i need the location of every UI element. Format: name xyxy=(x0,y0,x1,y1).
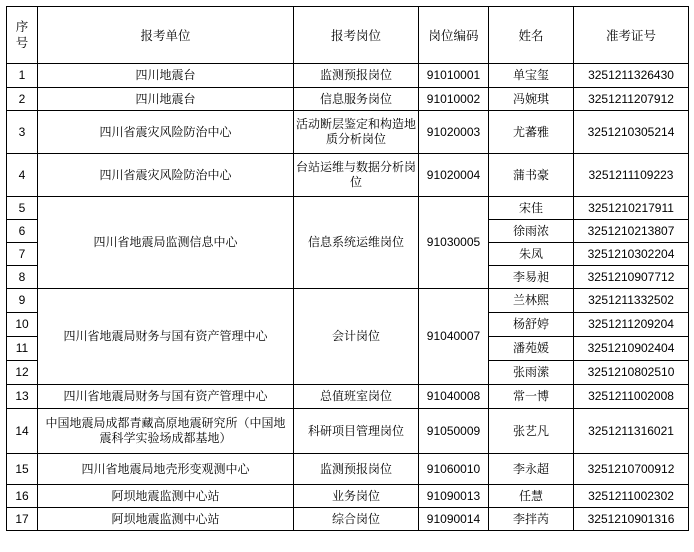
cell-seq: 1 xyxy=(7,64,38,88)
cell-name: 常一博 xyxy=(489,385,574,409)
cell-seq: 17 xyxy=(7,508,38,531)
cell-unit: 四川省震灾风险防治中心 xyxy=(38,111,294,154)
cell-post: 信息系统运维岗位 xyxy=(294,197,419,289)
cell-name: 宋佳 xyxy=(489,197,574,220)
table-row xyxy=(7,197,689,220)
header-unit: 报考单位 xyxy=(38,7,294,64)
table-row xyxy=(7,154,689,197)
cell-ticket: 3251211109223 xyxy=(574,154,689,197)
cell-ticket: 3251210700912 xyxy=(574,454,689,485)
cell-ticket: 3251210907712 xyxy=(574,266,689,289)
cell-seq: 16 xyxy=(7,485,38,508)
cell-seq: 2 xyxy=(7,88,38,111)
cell-post: 会计岗位 xyxy=(294,289,419,385)
cell-name: 尤蕃雅 xyxy=(489,111,574,154)
header-name: 姓名 xyxy=(489,7,574,64)
cell-code: 91050009 xyxy=(419,409,489,454)
cell-ticket: 3251211002302 xyxy=(574,485,689,508)
table-row xyxy=(7,508,689,531)
cell-name: 冯婉琪 xyxy=(489,88,574,111)
cell-code: 91040007 xyxy=(419,289,489,385)
cell-name: 张艺凡 xyxy=(489,409,574,454)
table-row xyxy=(7,111,689,154)
cell-ticket: 3251210305214 xyxy=(574,111,689,154)
cell-unit: 四川地震台 xyxy=(38,88,294,111)
cell-seq: 14 xyxy=(7,409,38,454)
cell-name: 张雨潆 xyxy=(489,361,574,385)
cell-name: 潘苑媛 xyxy=(489,337,574,361)
cell-seq: 8 xyxy=(7,266,38,289)
cell-ticket: 3251211316021 xyxy=(574,409,689,454)
table-row xyxy=(7,485,689,508)
header-code: 岗位编码 xyxy=(419,7,489,64)
cell-unit: 四川省地震局地壳形变观测中心 xyxy=(38,454,294,485)
table-row xyxy=(7,88,689,111)
cell-seq: 7 xyxy=(7,243,38,266)
cell-ticket: 3251211207912 xyxy=(574,88,689,111)
cell-seq: 6 xyxy=(7,220,38,243)
header-ticket: 准考证号 xyxy=(574,7,689,64)
cell-code: 91010001 xyxy=(419,64,489,88)
cell-unit: 阿坝地震监测中心站 xyxy=(38,508,294,531)
cell-name: 兰林熙 xyxy=(489,289,574,313)
cell-code: 91020003 xyxy=(419,111,489,154)
cell-name: 徐雨浓 xyxy=(489,220,574,243)
cell-name: 蒲书豪 xyxy=(489,154,574,197)
table-row xyxy=(7,289,689,313)
cell-code: 91060010 xyxy=(419,454,489,485)
table-row xyxy=(7,64,689,88)
cell-name: 李拌芮 xyxy=(489,508,574,531)
header-post: 报考岗位 xyxy=(294,7,419,64)
cell-post: 科研项目管理岗位 xyxy=(294,409,419,454)
cell-ticket: 3251211332502 xyxy=(574,289,689,313)
table-row xyxy=(7,454,689,485)
cell-unit: 四川省地震局财务与国有资产管理中心 xyxy=(38,385,294,409)
cell-ticket: 3251211209204 xyxy=(574,313,689,337)
cell-seq: 13 xyxy=(7,385,38,409)
table-row xyxy=(7,409,689,454)
cell-name: 李永超 xyxy=(489,454,574,485)
cell-name: 任慧 xyxy=(489,485,574,508)
cell-ticket: 3251210217911 xyxy=(574,197,689,220)
cell-code: 91030005 xyxy=(419,197,489,289)
cell-code: 91020004 xyxy=(419,154,489,197)
cell-code: 91040008 xyxy=(419,385,489,409)
cell-unit: 四川省地震局监测信息中心 xyxy=(38,197,294,289)
cell-seq: 3 xyxy=(7,111,38,154)
cell-unit: 四川省震灾风险防治中心 xyxy=(38,154,294,197)
cell-name: 朱凤 xyxy=(489,243,574,266)
cell-ticket: 3251210213807 xyxy=(574,220,689,243)
table-row xyxy=(7,385,689,409)
cell-code: 91090014 xyxy=(419,508,489,531)
cell-post: 监测预报岗位 xyxy=(294,454,419,485)
header-row xyxy=(7,7,689,64)
cell-seq: 10 xyxy=(7,313,38,337)
cell-ticket: 3251210302204 xyxy=(574,243,689,266)
cell-post: 信息服务岗位 xyxy=(294,88,419,111)
header-seq: 序号 xyxy=(7,7,38,64)
cell-post: 业务岗位 xyxy=(294,485,419,508)
cell-unit: 阿坝地震监测中心站 xyxy=(38,485,294,508)
cell-name: 杨舒婷 xyxy=(489,313,574,337)
cell-post: 活动断层鉴定和构造地质分析岗位 xyxy=(294,111,419,154)
cell-code: 91090013 xyxy=(419,485,489,508)
cell-unit: 四川省地震局财务与国有资产管理中心 xyxy=(38,289,294,385)
cell-seq: 15 xyxy=(7,454,38,485)
cell-ticket: 3251210901316 xyxy=(574,508,689,531)
cell-seq: 9 xyxy=(7,289,38,313)
cell-name: 李易昶 xyxy=(489,266,574,289)
cell-ticket: 3251210802510 xyxy=(574,361,689,385)
cell-post: 监测预报岗位 xyxy=(294,64,419,88)
cell-unit: 四川地震台 xyxy=(38,64,294,88)
cell-seq: 4 xyxy=(7,154,38,197)
cell-post: 综合岗位 xyxy=(294,508,419,531)
cell-seq: 11 xyxy=(7,337,38,361)
cell-post: 总值班室岗位 xyxy=(294,385,419,409)
admission-table xyxy=(6,6,689,531)
cell-post: 台站运维与数据分析岗位 xyxy=(294,154,419,197)
cell-name: 单宝玺 xyxy=(489,64,574,88)
cell-ticket: 3251210902404 xyxy=(574,337,689,361)
cell-seq: 5 xyxy=(7,197,38,220)
cell-code: 91010002 xyxy=(419,88,489,111)
cell-ticket: 3251211002008 xyxy=(574,385,689,409)
cell-unit: 中国地震局成都青藏高原地震研究所（中国地震科学实验场成都基地） xyxy=(38,409,294,454)
cell-seq: 12 xyxy=(7,361,38,385)
cell-ticket: 3251211326430 xyxy=(574,64,689,88)
